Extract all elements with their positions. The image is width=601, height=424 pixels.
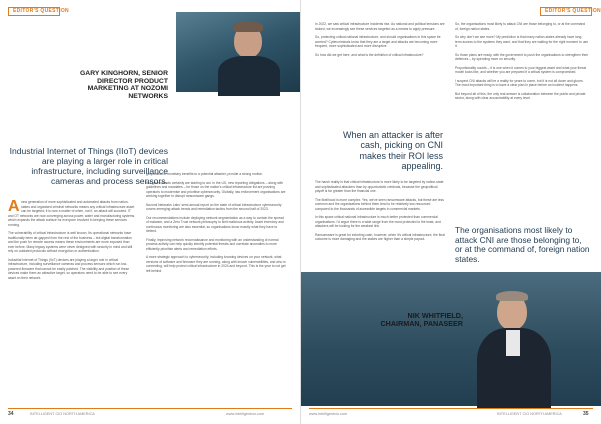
paragraph: Industrial Internet of Things (IIoT) devices are playing a larger role in critical infrastructure, including surveillance cameras and process sensors which run low-powered firmware that cannot be easily patched. The visibility and position of these devices make them an attractive target, so operators need to be able to see every asset on their network. — [8, 257, 130, 280]
paragraph: The likelihood is more complex. Yes, we've seen ransomware attacks, but these are less common and the organisations behind them tend to be relatively low-resourced compared to the thousands of accessible targets in commercial markets. — [315, 197, 444, 211]
section-tag-right: EDITOR'S QUESTION — [540, 7, 592, 16]
page-number-right: 35 — [583, 411, 589, 417]
footer-left — [0, 408, 300, 420]
paragraph: So those plans are ready, with the government to push the organisations to strengthen their defences – by spending more on security. — [455, 52, 589, 61]
article-column-3b — [315, 180, 445, 280]
paragraph: Ransomware is great for extorting cash, however, when it's critical infrastructure, the final outcome is more damaging and the stakes are higher than a simple payout. — [315, 232, 445, 241]
article-column-1 — [8, 200, 136, 406]
author-photo-right — [301, 272, 601, 406]
page-number-left: 34 — [8, 411, 14, 417]
author-caption-right: NIK WHITFIELD, CHAIRMAN, PANASEER — [380, 311, 463, 329]
paragraph: Nozomi Networks Labs' semi-annual report on the state of critical infrastructure cybersecurity covers emerging attack trends and remediation tactics from the second half of 2023. — [146, 202, 282, 211]
paragraph: In 2022, we saw critical infrastructure incidents rise. As national and political tensions are stoked, we increasingly see these services targeted as a means to apply pressure. — [315, 22, 445, 31]
paragraph: So, protecting critical national infrastructure, and should organisations in this space be worried? Cybercriminals know that they are a target and attacks are becoming more frequent, more sophisticated and more disruptive. — [315, 35, 441, 48]
paragraph: But beyond all of this, the only real answer is collaboration between the public and private sector, along with clear accountability at every level. — [455, 91, 586, 100]
paragraph: Proportionality counts – it is one when it comes to your biggest asset and what your threat model looks like, and whether you are prepared if a critical system is compromised. — [455, 65, 587, 74]
footer-brand-left: INTELLIGENT CIO NORTH AMERICA — [30, 412, 95, 416]
author-photo-left — [176, 12, 300, 92]
footer-brand-right: INTELLIGENT CIO NORTH AMERICA — [497, 412, 562, 416]
footer-url-right[interactable]: www.intelligentcio.com — [309, 412, 348, 416]
paragraph: Finally, improving network reconnaissance and monitoring with an understanding of normal process activity can help quickly identify potential threats and correlate anomalies to more efficiently prioritise alerts and remediation efforts. — [146, 237, 279, 251]
standfirst: Industrial Internet of Things (IIoT) devices are playing a larger role in critical infrastructure, including surveillance cameras and process sensors. — [9, 146, 168, 187]
paragraph: Anew generation of more sophisticated and automated attacks from nation-states and organised criminal networks means any critical infrastructure asset can be targeted; it is now a matter of when, not if, an attack will succeed. IT and OT networks are now converging across power, water and manufacturing systems, which expands the attack surface for everyone involved in keeping these services running. — [8, 198, 136, 227]
author-caption-left: GARY KINGHORN, SENIOR DIRECTOR PRODUCT MARKETING AT NOZOMI NETWORKS — [80, 70, 168, 100]
paragraph: But governments certainly are starting to act. In the US, new reporting obligations – along with guidelines and mandates – for those on the nation's critical infrastructure list are pushing operators to modernise and prioritise cybersecurity. Globally, law enforcement organisations are working together to disrupt ransomware gangs. — [146, 180, 286, 198]
article-column-4 — [455, 22, 589, 218]
right-page — [300, 0, 600, 424]
drop-cap: A — [8, 198, 20, 215]
paragraph: So, the organisations most likely to attack CNI are those belonging to, or at the command of, foreign nation states. — [455, 22, 586, 31]
paragraph: The harsh reality is that critical infrastructure is more likely to be targeted by nation-state and sophisticated attackers than by opportunistic criminals, because the geopolitical payoff is far greater than the financial one. — [315, 180, 444, 193]
footer-right — [301, 408, 601, 420]
section-tag-left: EDITOR'S QUESTION — [8, 7, 60, 16]
article-column-3 — [315, 22, 445, 92]
pull-quote-1: When an attacker is after cash, picking on CNI makes their ROI less appealing. — [342, 130, 443, 171]
article-column-2 — [146, 172, 286, 406]
pull-quote-2: The organisations most likely to attack CNI are those belonging to, or at the command of, foreign nation states. — [455, 225, 590, 264]
paragraph: I suspect CNI attacks will be a reality for years to come, but it is not all doom and gloom. The most important thing is to have a clear plan in place before an incident happens. — [455, 78, 584, 87]
paragraph: So why don't we see more? My prediction is that many nation-states already have long-term access to the systems they want, and that they are waiting for the right moment to use it. — [455, 35, 589, 48]
paragraph: geopolitical or monetary benefits to a potential attacker, provide a strong motive. — [146, 172, 263, 176]
paragraph: Our recommendations include deploying network segmentation as a way to contain the spread of malware, and a Zero Trust network philosophy to limit malicious activity. Asset inventory and continuous monitoring are also essential, so organisations know exactly what they have to defend. — [146, 215, 284, 233]
paragraph: A more strategic approach to cybersecurity, including knowing devices on your network, what versions of software and firmware they are running, along with known vulnerabilities, and who is connecting, will help protect critical infrastructure in 2024 and beyond. This is the year to not get left behind. — [146, 255, 286, 273]
paragraph: The vulnerability of critical infrastructure is well known. Its operational networks have traditionally been air-gapped from the rest of the business – but digital transformation and the push for remote access means these environments are more exposed than ever before. Many legacy systems were never designed with security in mind and still rely on outdated protocols without encryption or authentication. — [8, 231, 133, 253]
footer-url-left[interactable]: www.intelligentcio.com — [226, 412, 265, 416]
paragraph: So how did we get here, and what is the definition of critical infrastructure? — [315, 52, 424, 57]
left-page — [0, 0, 300, 424]
paragraph: In this space critical national infrastructure is much better protected than commercial organisations. I'd argue there is a wide range from the most protected to the least, and attackers will be looking for the weakest link. — [315, 215, 441, 228]
